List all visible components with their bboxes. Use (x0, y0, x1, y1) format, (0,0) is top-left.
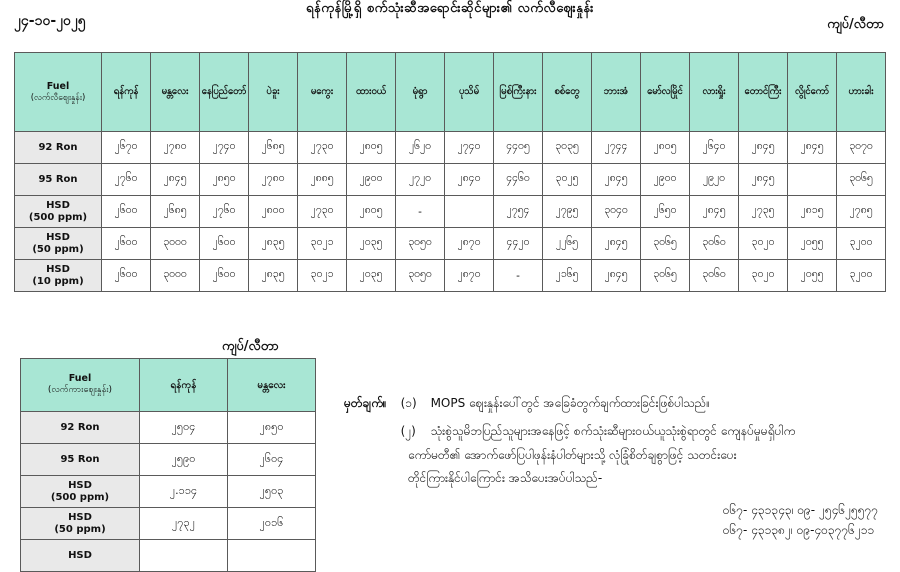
row-label-line2: (50 ppm) (54, 523, 106, 535)
note-number: (၂) (400, 424, 416, 439)
price-cell: ၄၄၀၅ (494, 132, 543, 164)
row-label: 95 Ron (21, 444, 140, 476)
price-cell: ၂၈၅၀ (228, 412, 316, 444)
column-header-city: တောင်ကြီး (739, 53, 788, 132)
column-header-city: နေပြည်တော် (200, 53, 249, 132)
price-cell: ၃၀၆၅ (641, 228, 690, 260)
price-cell: ၂၆၂၀ (396, 132, 445, 164)
price-cell: ၂၈၀၅ (347, 132, 396, 164)
price-cell: ၂၈၇၀ (445, 228, 494, 260)
column-header-city: ဘားအံ (592, 53, 641, 132)
price-cell: ၂၇၉၅ (543, 196, 592, 228)
price-cell: ၄၄၆၀ (494, 164, 543, 196)
row-label: 95 Ron (15, 164, 102, 196)
price-cell: ၂၂၆၅ (543, 228, 592, 260)
note-text: သုံးစွဲသူမိဘပြည်သူများအနေဖြင့် စက်သုံးဆီများဝယ်ယူသုံးစွဲရာတွင် ကျေနပ်မှုမရှိပါက (430, 424, 796, 439)
note-text: ကော်မတီ၏ အောက်ဖော်ပြပါဖုန်းနံပါတ်များသို့ လုံခြုံစိတ်ချစွာဖြင့် သတင်းပေး (408, 448, 737, 463)
price-cell: ၂၇၆၀ (102, 164, 151, 196)
price-cell: ၂၆၄၀ (690, 132, 739, 164)
retail-price-table (14, 52, 886, 292)
price-cell: ၃၀၂၅ (543, 164, 592, 196)
table-row (15, 164, 886, 196)
column-header-city: ပုသိမ် (445, 53, 494, 132)
price-cell (788, 164, 837, 196)
table-row (21, 476, 316, 508)
price-cell: ၂၇၃၅ (739, 196, 788, 228)
price-cell: ၂၇၈၅ (837, 196, 886, 228)
price-cell: ၃၀၀၀ (151, 260, 200, 292)
price-cell: ၂၈၄၅ (788, 132, 837, 164)
price-cell: ၂၆၀၀ (200, 228, 249, 260)
column-header-city: မန္တလေး (151, 53, 200, 132)
price-cell: ၂၈၄၅ (739, 164, 788, 196)
price-cell: ၃၀၆၀ (690, 260, 739, 292)
column-header-city: လားရှိုး (690, 53, 739, 132)
price-cell: ၂၇၅၄ (494, 196, 543, 228)
price-cell: - (494, 260, 543, 292)
price-cell: ၃၀၆၅ (641, 260, 690, 292)
report-date: ၂၄-၁၀-၂၀၂၅ (14, 13, 86, 29)
row-label-line1: HSD (68, 479, 92, 491)
price-cell: ၂၈၅၀ (200, 164, 249, 196)
price-cell: ၃၀၄၀ (592, 196, 641, 228)
price-cell: ၂၀၃၅ (347, 260, 396, 292)
notes-title: မှတ်ချက်။ (344, 396, 387, 410)
main-table-header (15, 53, 886, 132)
price-cell: ၂၈၃၅ (249, 228, 298, 260)
price-cell: ၂.၁၁၄ (140, 476, 228, 508)
column-header-city: စစ်တွေ (543, 53, 592, 132)
price-cell: ၂၆၀၄ (228, 444, 316, 476)
row-label-line1: HSD (46, 263, 70, 275)
price-cell: ၂၅၉၀ (140, 444, 228, 476)
price-cell: ၂၈၄၅ (690, 196, 739, 228)
price-cell: ၂၈၁၅ (788, 196, 837, 228)
price-cell: ၂၈၄၀ (445, 164, 494, 196)
table-row (15, 260, 886, 292)
price-cell: ၂၉၀၀ (347, 164, 396, 196)
row-label-line2: (500 ppm) (28, 211, 88, 223)
row-label (15, 196, 102, 228)
price-cell: ၂၆၇၀ (102, 132, 151, 164)
price-cell: ၂၇၃၂ (140, 508, 228, 540)
price-cell: ၃၀၂၀ (739, 260, 788, 292)
column-header-city: မန္တလေး (228, 359, 316, 412)
note-item (344, 392, 890, 414)
price-cell: ၂၀၅၅ (788, 228, 837, 260)
price-cell: ၃၀၆၀ (690, 228, 739, 260)
price-cell: ၂၅၀၃ (228, 476, 316, 508)
note-text: MOPS ဈေးနှုန်းပေါ်တွင် အခြေခံတွက်ချက်ထားခြင်းဖြစ်ပါသည်။ (430, 396, 710, 410)
price-cell: ၂၇၃၀ (298, 196, 347, 228)
price-cell: ၂၁၆၅ (543, 260, 592, 292)
price-cell: ၂၇၄၀ (200, 132, 249, 164)
column-header-city: ထားဝယ် (347, 53, 396, 132)
note-item (344, 420, 890, 442)
table-row (21, 540, 316, 572)
column-header-city: ရန်ကုန် (140, 359, 228, 412)
fuel-header-line2: (လက်လီဈေးနှုန်း) (30, 92, 86, 103)
price-cell: ၂၆၀၀ (102, 196, 151, 228)
price-cell: ၃၀၂၁ (298, 260, 347, 292)
price-cell: ၃၂၀၀ (837, 228, 886, 260)
price-cell: ၂၆၀၀ (102, 228, 151, 260)
price-cell: ၂၈၄၅ (592, 164, 641, 196)
price-cell: ၂၆၅၀ (641, 196, 690, 228)
note-number: (၁) (400, 396, 417, 410)
table-row (21, 444, 316, 476)
unit-label-main: ကျပ်/လီတာ (827, 17, 884, 32)
price-cell: ၂၆၈၅ (249, 132, 298, 164)
table-row (15, 196, 886, 228)
row-label-line1: HSD (68, 511, 92, 523)
row-label-line1: HSD (46, 199, 70, 211)
column-header-city: ပဲခူး (249, 53, 298, 132)
price-cell: ၂၉၂၀ (690, 164, 739, 196)
price-cell: ၃၀၅၀ (396, 260, 445, 292)
price-cell: ၂၆၈၅ (151, 196, 200, 228)
row-label-line1: HSD (46, 231, 70, 243)
price-cell: ၂၇၂၀ (396, 164, 445, 196)
price-cell: ၃၀၇၀ (837, 132, 886, 164)
price-cell: ၂၈၄၅ (739, 132, 788, 164)
main-table-body (15, 132, 886, 292)
phone-line: ဝ၆၇- ၄၃၁၃၈၂၊ ၀၉-၄၀၃၇၇၆၂၁၁ (722, 523, 875, 538)
row-label: HSD (21, 540, 140, 572)
column-header-city: မြစ်ကြီးနား (494, 53, 543, 132)
unit-label-wholesale: ကျပ်/လီတာ (222, 339, 279, 354)
column-header-city: မုံရွာ (396, 53, 445, 132)
price-cell: ၃၀၂၁ (298, 228, 347, 260)
price-cell: ၃၂၀၀ (837, 260, 886, 292)
price-cell: ၃၀၆၅ (837, 164, 886, 196)
row-label (21, 476, 140, 508)
row-label-line2: (500 ppm) (50, 491, 110, 503)
column-header-fuel (15, 53, 102, 132)
price-cell: - (396, 196, 445, 228)
page-title: ရန်ကုန်မြို့ရှိ စက်သုံးဆီအရောင်းဆိုင်များ၏ လက်လီဈေးနှုန်း (306, 1, 594, 16)
price-cell: ၂၈၀၅ (347, 196, 396, 228)
fuel-header-line1: Fuel (68, 372, 92, 384)
price-cell (140, 540, 228, 572)
price-cell: ၂၈၃၅ (249, 260, 298, 292)
note-text: တိုင်ကြားနိုင်ပါကြောင်း အသိပေးအပ်ပါသည်- (408, 470, 603, 485)
fuel-header-line2: (လက်ကားဈေးနှုန်း) (47, 385, 113, 396)
price-cell: ၂၆၀၀ (102, 260, 151, 292)
column-header-city: ရန်ကုန် (102, 53, 151, 132)
price-cell (445, 196, 494, 228)
price-cell: ၂၉၀၀ (641, 164, 690, 196)
price-cell: ၂၈၀၀ (249, 196, 298, 228)
price-cell: ၂၀၅၅ (788, 260, 837, 292)
price-cell: ၂၈၄၅ (151, 164, 200, 196)
row-label (15, 260, 102, 292)
column-header-city: လွိုင်ကော် (788, 53, 837, 132)
price-cell: ၂၈၀၅ (641, 132, 690, 164)
column-header-city: မကွေး (298, 53, 347, 132)
contact-phones (723, 500, 878, 541)
price-cell: ၃၀၀၀ (151, 228, 200, 260)
price-cell: ၂၆၀၀ (200, 260, 249, 292)
price-cell: ၂၇၄၀ (445, 132, 494, 164)
price-cell: ၂၀၃၅ (347, 228, 396, 260)
price-cell (228, 540, 316, 572)
row-label: 92 Ron (21, 412, 140, 444)
price-cell: ၃၀၂၀ (739, 228, 788, 260)
table-header-row (21, 359, 316, 412)
row-label (21, 508, 140, 540)
column-header-fuel (21, 359, 140, 412)
price-cell: ၃၀၃၅ (543, 132, 592, 164)
notes-section (344, 392, 890, 489)
price-cell: ၃၀၅၀ (396, 228, 445, 260)
table-row (15, 228, 886, 260)
row-label (15, 228, 102, 260)
wholesale-price-table (20, 358, 316, 572)
table-row (15, 132, 886, 164)
price-cell: ၂၇၄၄ (592, 132, 641, 164)
column-header-city: မော်လမြိုင် (641, 53, 690, 132)
price-cell: ၂၈၄၅ (592, 260, 641, 292)
table-header-row (15, 53, 886, 132)
price-cell: ၂၅၀၄ (140, 412, 228, 444)
price-cell: ၄၄၂၀ (494, 228, 543, 260)
table-row (21, 508, 316, 540)
price-cell: ၂၇၆၀ (200, 196, 249, 228)
fuel-header-line1: Fuel (46, 80, 70, 92)
table-row (21, 412, 316, 444)
price-cell: ၂၇၃၀ (298, 132, 347, 164)
row-label-line2: (50 ppm) (32, 243, 84, 255)
price-cell: ၂၈၇၀ (445, 260, 494, 292)
price-cell: ၂၈၈၅ (298, 164, 347, 196)
price-cell: ၂၇၈၀ (249, 164, 298, 196)
column-header-city: ဟားခါး (837, 53, 886, 132)
price-cell: ၂၈၄၅ (592, 228, 641, 260)
row-label: 92 Ron (15, 132, 102, 164)
row-label-line2: (10 ppm) (32, 275, 84, 287)
phone-line: ဝ၆၇- ၄၃၁၃၄၃၊ ဝ၉- ၂၅၄၆၂၅၅၇၇ (722, 503, 878, 517)
price-cell: ၂၀၁၆ (228, 508, 316, 540)
price-cell: ၂၇၈၀ (151, 132, 200, 164)
small-table-header (21, 359, 316, 412)
